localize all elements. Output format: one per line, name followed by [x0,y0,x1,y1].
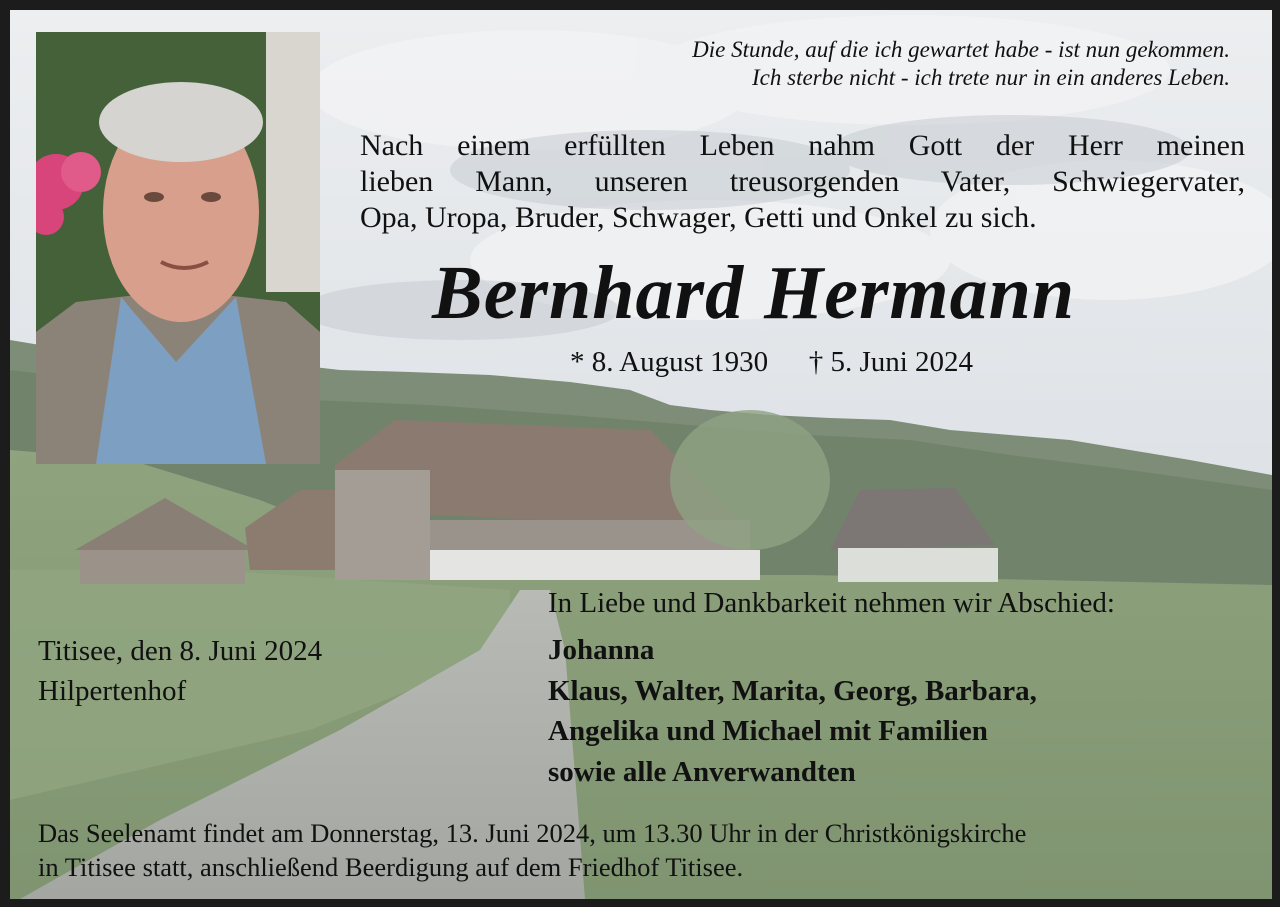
service-line: in Titisee statt, anschließend Beerdigung auf dem Friedhof Titisee. [38,852,744,882]
mourner-line: Angelika und Michael mit Familien [548,715,988,747]
mourner-line: Johanna [548,634,655,666]
death-date: † 5. Juni 2024 [808,346,974,378]
portrait-image [36,32,320,464]
service-line: Das Seelenamt findet am Donnerstag, 13. Juni 2024, um 13.30 Uhr in der Christkönigskirche [38,818,1027,848]
deceased-name: Bernhard Hermann [432,251,1076,335]
life-dates [570,346,973,379]
service-notice [38,816,1026,884]
portrait-photo [36,32,320,464]
motto-line: Die Stunde, auf die ich gewartet habe - ist nun gekommen. [692,37,1230,62]
intro-line: lieben Mann, unseren treusorgenden Vater, Schwiegervater, [360,165,1245,198]
motto-quote [420,36,1230,92]
intro-line: Nach einem erfüllten Leben nahm Gott der Herr meinen [360,129,1245,162]
mourners-list [548,630,1037,792]
intro-text [360,128,1245,236]
motto-line: Ich sterbe nicht - ich trete nur in ein anderes Leben. [752,65,1230,90]
mourner-line: Klaus, Walter, Marita, Georg, Barbara, [548,674,1037,707]
farewell-line: In Liebe und Dankbarkeit nehmen wir Abschied: [548,587,1115,619]
place-date: Titisee, den 8. Juni 2024 [38,635,323,667]
place-farm: Hilpertenhof [38,675,187,707]
mourner-line: sowie alle Anverwandten [548,755,856,788]
intro-line: Opa, Uropa, Bruder, Schwager, Getti und Onkel zu sich. [360,201,1037,234]
birth-date: * 8. August 1930 [570,346,769,378]
